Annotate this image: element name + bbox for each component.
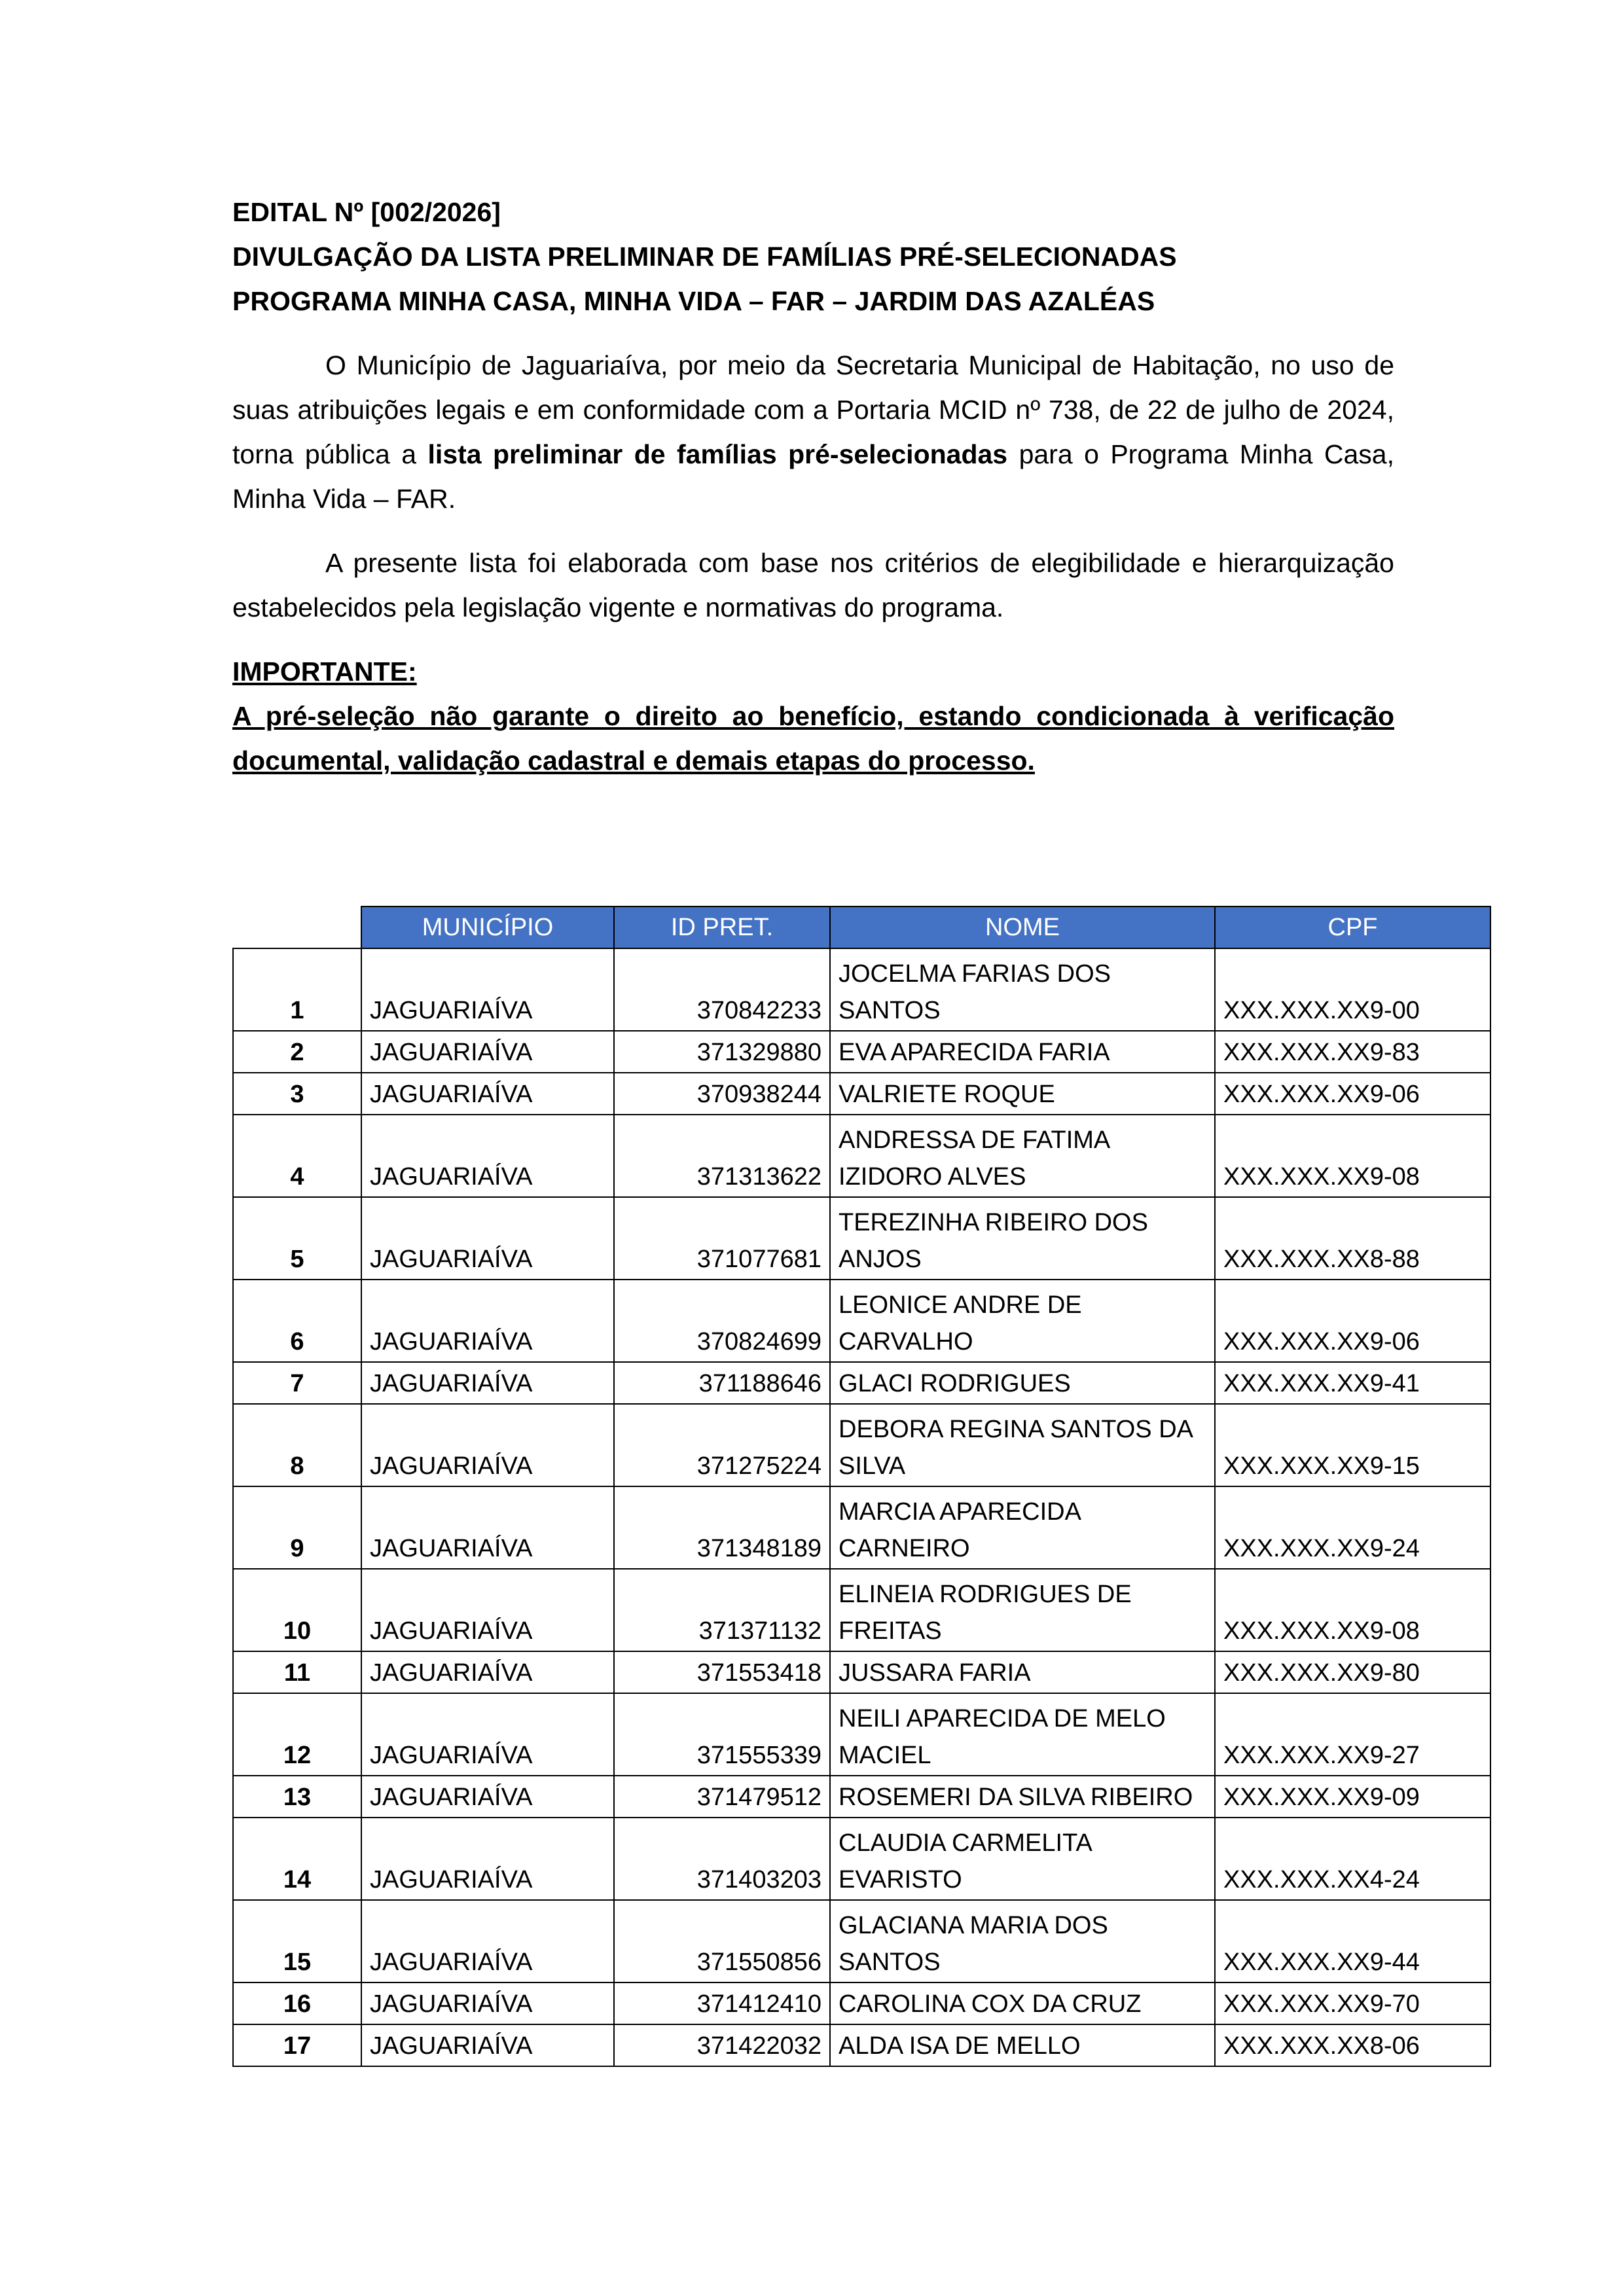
id-pret-cell: 371348189 — [614, 1486, 830, 1569]
municipio-cell: JAGUARIAÍVA — [361, 1651, 614, 1693]
municipio-cell: JAGUARIAÍVA — [361, 1031, 614, 1073]
municipio-cell: JAGUARIAÍVA — [361, 2024, 614, 2066]
table-row — [233, 1569, 1490, 1651]
table-row — [233, 1818, 1490, 1900]
row-number: 7 — [233, 1362, 361, 1404]
cpf-cell: XXX.XXX.XX9-00 — [1215, 948, 1490, 1031]
header-blank-cell — [233, 906, 361, 948]
cpf-cell: XXX.XXX.XX9-80 — [1215, 1651, 1490, 1693]
id-pret-cell: 371555339 — [614, 1693, 830, 1776]
table-row — [233, 1115, 1490, 1197]
nome-cell: EVA APARECIDA FARIA — [830, 1031, 1215, 1073]
table-row — [233, 1031, 1490, 1073]
column-header-cpf: CPF — [1215, 906, 1490, 948]
nome-cell: MARCIA APARECIDA CARNEIRO — [830, 1486, 1215, 1569]
document-page — [232, 190, 1394, 783]
municipio-cell: JAGUARIAÍVA — [361, 1404, 614, 1486]
document-subtitle: DIVULGAÇÃO DA LISTA PRELIMINAR DE FAMÍLIAS PRÉ-SELECIONADAS — [232, 242, 1177, 272]
table-row — [233, 948, 1490, 1031]
id-pret-cell: 371550856 — [614, 1900, 830, 1982]
intro-bold: lista preliminar de famílias pré-selecionadas — [427, 439, 1008, 469]
nome-cell: JUSSARA FARIA — [830, 1651, 1215, 1693]
table-row — [233, 1982, 1490, 2024]
cpf-cell: XXX.XXX.XX9-15 — [1215, 1404, 1490, 1486]
nome-cell: JOCELMA FARIAS DOS SANTOS — [830, 948, 1215, 1031]
municipio-cell: JAGUARIAÍVA — [361, 1115, 614, 1197]
important-label: IMPORTANTE: — [232, 656, 417, 687]
municipio-cell: JAGUARIAÍVA — [361, 948, 614, 1031]
id-pret-cell: 370842233 — [614, 948, 830, 1031]
row-number: 17 — [233, 2024, 361, 2066]
table-row — [233, 1486, 1490, 1569]
nome-cell: LEONICE ANDRE DE CARVALHO — [830, 1280, 1215, 1362]
municipio-cell: JAGUARIAÍVA — [361, 1280, 614, 1362]
id-pret-cell: 371371132 — [614, 1569, 830, 1651]
municipio-cell: JAGUARIAÍVA — [361, 1362, 614, 1404]
intro-end: para o Programa Minha Casa, Minha Vida – FAR. — [232, 439, 1395, 514]
id-pret-cell: 370824699 — [614, 1280, 830, 1362]
row-number: 8 — [233, 1404, 361, 1486]
important-notice: A pré-seleção não garante o direito ao benefício, estando condicionada à verificação documental, validação cadastral e demais etapas do processo. — [232, 701, 1394, 776]
row-number: 13 — [233, 1776, 361, 1818]
cpf-cell: XXX.XXX.XX9-70 — [1215, 1982, 1490, 2024]
row-number: 2 — [233, 1031, 361, 1073]
table-row — [233, 1073, 1490, 1115]
cpf-cell: XXX.XXX.XX8-06 — [1215, 2024, 1490, 2066]
intro-start: O Município de Jaguariaíva, por meio da Secretaria Municipal de Habitação, no uso de suas atribuições legais e em conformidade com a Portaria MCID nº 738, de 22 de julho de 2024, torna pública a — [232, 350, 1394, 469]
id-pret-cell: 371403203 — [614, 1818, 830, 1900]
cpf-cell: XXX.XXX.XX9-44 — [1215, 1900, 1490, 1982]
cpf-cell: XXX.XXX.XX8-88 — [1215, 1197, 1490, 1280]
cpf-cell: XXX.XXX.XX9-08 — [1215, 1569, 1490, 1651]
column-header-id: ID PRET. — [614, 906, 830, 948]
row-number: 11 — [233, 1651, 361, 1693]
municipio-cell: JAGUARIAÍVA — [361, 1486, 614, 1569]
table-row — [233, 1900, 1490, 1982]
nome-cell: NEILI APARECIDA DE MELO MACIEL — [830, 1693, 1215, 1776]
table-row — [233, 1404, 1490, 1486]
municipio-cell: JAGUARIAÍVA — [361, 1569, 614, 1651]
table-row — [233, 2024, 1490, 2066]
id-pret-cell: 371553418 — [614, 1651, 830, 1693]
municipio-cell: JAGUARIAÍVA — [361, 1197, 614, 1280]
nome-cell: GLACIANA MARIA DOS SANTOS — [830, 1900, 1215, 1982]
id-pret-cell: 371479512 — [614, 1776, 830, 1818]
municipio-cell: JAGUARIAÍVA — [361, 1693, 614, 1776]
cpf-cell: XXX.XXX.XX9-24 — [1215, 1486, 1490, 1569]
nome-cell: DEBORA REGINA SANTOS DA SILVA — [830, 1404, 1215, 1486]
nome-cell: ANDRESSA DE FATIMA IZIDORO ALVES — [830, 1115, 1215, 1197]
families-table — [232, 906, 1491, 2067]
id-pret-cell: 371188646 — [614, 1362, 830, 1404]
program-title: PROGRAMA MINHA CASA, MINHA VIDA – FAR – JARDIM DAS AZALÉAS — [232, 286, 1155, 316]
nome-cell: CAROLINA COX DA CRUZ — [830, 1982, 1215, 2024]
nome-cell: CLAUDIA CARMELITA EVARISTO — [830, 1818, 1215, 1900]
cpf-cell: XXX.XXX.XX9-06 — [1215, 1073, 1490, 1115]
cpf-cell: XXX.XXX.XX9-08 — [1215, 1115, 1490, 1197]
nome-cell: ELINEIA RODRIGUES DE FREITAS — [830, 1569, 1215, 1651]
row-number: 5 — [233, 1197, 361, 1280]
nome-cell: ALDA ISA DE MELLO — [830, 2024, 1215, 2066]
cpf-cell: XXX.XXX.XX9-83 — [1215, 1031, 1490, 1073]
id-pret-cell: 371077681 — [614, 1197, 830, 1280]
cpf-cell: XXX.XXX.XX9-41 — [1215, 1362, 1490, 1404]
row-number: 15 — [233, 1900, 361, 1982]
column-header-nome: NOME — [830, 906, 1215, 948]
table-row — [233, 1280, 1490, 1362]
id-pret-cell: 370938244 — [614, 1073, 830, 1115]
criteria-paragraph: A presente lista foi elaborada com base nos critérios de elegibilidade e hierarquização estabelecidos pela legislação vigente e normativas do programa. — [232, 548, 1394, 622]
cpf-cell: XXX.XXX.XX9-06 — [1215, 1280, 1490, 1362]
row-number: 10 — [233, 1569, 361, 1651]
id-pret-cell: 371412410 — [614, 1982, 830, 2024]
table-row — [233, 1197, 1490, 1280]
edital-number: EDITAL Nº [002/2026] — [232, 197, 501, 227]
row-number: 16 — [233, 1982, 361, 2024]
row-number: 12 — [233, 1693, 361, 1776]
cpf-cell: XXX.XXX.XX9-27 — [1215, 1693, 1490, 1776]
municipio-cell: JAGUARIAÍVA — [361, 1982, 614, 2024]
municipio-cell: JAGUARIAÍVA — [361, 1073, 614, 1115]
nome-cell: TEREZINHA RIBEIRO DOS ANJOS — [830, 1197, 1215, 1280]
row-number: 4 — [233, 1115, 361, 1197]
municipio-cell: JAGUARIAÍVA — [361, 1818, 614, 1900]
table-row — [233, 1362, 1490, 1404]
cpf-cell: XXX.XXX.XX9-09 — [1215, 1776, 1490, 1818]
id-pret-cell: 371313622 — [614, 1115, 830, 1197]
row-number: 1 — [233, 948, 361, 1031]
id-pret-cell: 371422032 — [614, 2024, 830, 2066]
intro-paragraph — [232, 343, 1394, 521]
row-number: 6 — [233, 1280, 361, 1362]
id-pret-cell: 371275224 — [614, 1404, 830, 1486]
table-header-row — [233, 906, 1490, 948]
row-number: 3 — [233, 1073, 361, 1115]
row-number: 14 — [233, 1818, 361, 1900]
row-number: 9 — [233, 1486, 361, 1569]
table-row — [233, 1651, 1490, 1693]
table-row — [233, 1693, 1490, 1776]
table-row — [233, 1776, 1490, 1818]
nome-cell: VALRIETE ROQUE — [830, 1073, 1215, 1115]
nome-cell: GLACI RODRIGUES — [830, 1362, 1215, 1404]
municipio-cell: JAGUARIAÍVA — [361, 1776, 614, 1818]
nome-cell: ROSEMERI DA SILVA RIBEIRO — [830, 1776, 1215, 1818]
column-header-municipio: MUNICÍPIO — [361, 906, 614, 948]
cpf-cell: XXX.XXX.XX4-24 — [1215, 1818, 1490, 1900]
municipio-cell: JAGUARIAÍVA — [361, 1900, 614, 1982]
id-pret-cell: 371329880 — [614, 1031, 830, 1073]
